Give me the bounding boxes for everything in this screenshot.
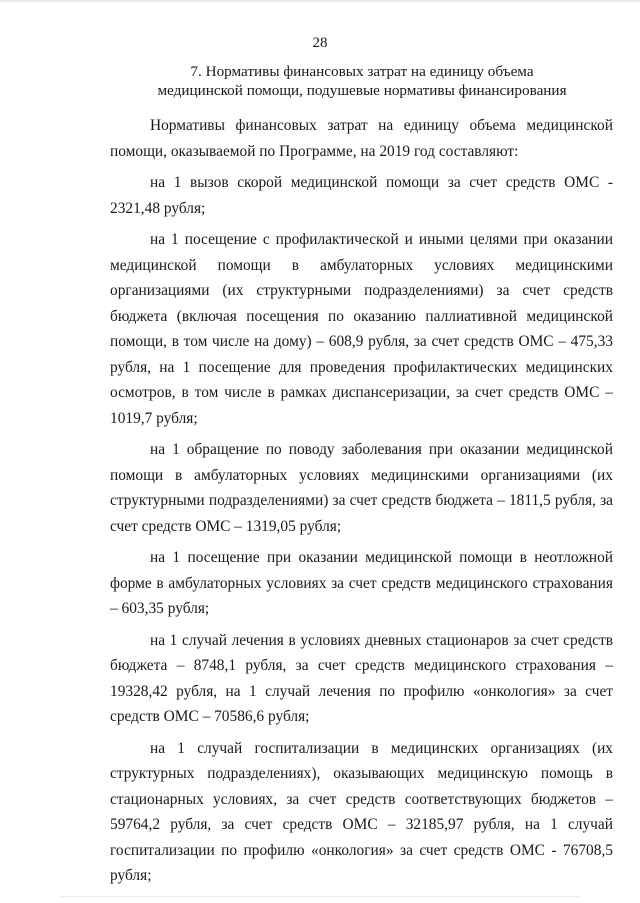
paragraph-ambulance-call: на 1 вызов скорой медицинской помощи за счет средств ОМС - 2321,48 рубля; bbox=[110, 174, 613, 217]
page-number: 28 bbox=[312, 35, 328, 51]
paragraph-intro: Нормативы финансовых затрат на единицу объема медицинской помощи, оказываемой по Программе, на 2019 год составляют: bbox=[110, 117, 613, 160]
paragraph-hospitalization: на 1 случай госпитализации в медицинских организациях (их структурных подразделениях), оказывающих медицинскую помощь в стационарных условиях, за счет средств соответствующих бюджетов – 59764,2 рубля, за счет средств ОМС – 32185,97 рубля, на 1 случай госпитализации по профилю «онкология» за счет средств ОМС - 76708,5 рубля; bbox=[110, 739, 613, 884]
section-heading bbox=[110, 62, 614, 100]
scan-edge-top bbox=[0, 0, 640, 2]
paragraph-disease-appeal: на 1 обращение по поводу заболевания при оказании медицинской помощи в амбулаторных условиях медицинскими организациями (их структурными подразделениями) за счет средств бюджета – 1811,5 рубля, за счет средств ОМС – 1319,05 рубля; bbox=[110, 441, 613, 535]
section-heading-line-2: медицинской помощи, подушевые нормативы финансирования bbox=[157, 82, 567, 99]
paragraph-preventive-visit: на 1 посещение с профилактической и иными целями при оказании медицинской помощи в амбулаторных условиях медицинскими организациями (их структурными подразделениями) за счет средств бюджета (включая посещения по оказанию паллиативной медицинской помощи, в том числе на дому) – 608,9 рубля, за счет средств ОМС – 475,33 рубля, на 1 посещение для проведения профилактических медицинских осмотров, в том числе в рамках диспансеризации, за счет средств ОМС – 1019,7 рубля; bbox=[110, 231, 613, 427]
scan-edge-bottom bbox=[60, 896, 580, 897]
paragraph-urgent-visit: на 1 посещение при оказании медицинской помощи в неотложной форме в амбулаторных условиях за счет средств медицинского страхования – 603,35 рубля; bbox=[110, 549, 613, 617]
body-text bbox=[110, 113, 613, 889]
section-heading-line-1: 7. Нормативы финансовых затрат на единицу объема bbox=[190, 63, 534, 80]
paragraph-day-hospital: на 1 случай лечения в условиях дневных стационаров за счет средств бюджета – 8748,1 рубля, за счет средств медицинского страхования – 19328,42 рубля, на 1 случай лечения по профилю «онкология» за счет средств ОМС – 70586,6 рубля; bbox=[110, 631, 613, 725]
